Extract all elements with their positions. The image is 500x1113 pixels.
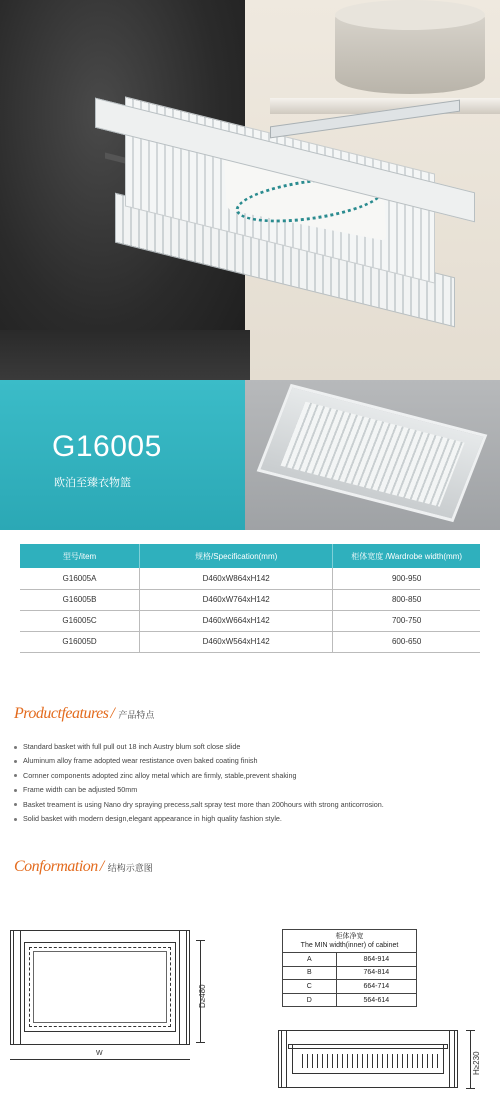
title-panel [0, 380, 245, 530]
side-wall-left [281, 1030, 287, 1088]
side-rail [288, 1044, 448, 1049]
cell-item: G16005C [20, 610, 140, 631]
brand-tag [105, 153, 125, 164]
features-list [14, 740, 494, 826]
bullet-icon [14, 803, 17, 806]
bullet-icon [14, 818, 17, 821]
list-item [14, 812, 494, 826]
feature-text: Standard basket with full pull out 18 inch Austry blum soft close slide [23, 742, 241, 751]
width-dimension-line [10, 1059, 190, 1060]
table-row [283, 980, 417, 994]
basket-inner-outline [33, 951, 167, 1023]
width-label: W [96, 1050, 103, 1057]
side-view-drawing [278, 1030, 458, 1088]
list-item [14, 740, 494, 754]
list-item [14, 798, 494, 812]
features-heading: Productfeatures / 产品特点 [14, 705, 155, 722]
min-table-caption-en: The MIN width(inner) of cabinet [300, 942, 399, 949]
conformation-title: Conformation [14, 858, 98, 875]
min-cell-item: B [283, 966, 337, 980]
min-cell-width: 764-814 [336, 966, 416, 980]
depth-tick-bottom [196, 1042, 205, 1043]
min-cell-width: 864-914 [336, 953, 416, 967]
min-table-caption-row [283, 930, 417, 953]
min-cell-item: C [283, 980, 337, 994]
table-row [283, 953, 417, 967]
table-row [20, 568, 480, 589]
side-cabinet-top [278, 1030, 458, 1035]
min-table-caption [283, 930, 417, 953]
list-item [14, 783, 494, 797]
cell-spec: D460xW664xH142 [140, 610, 333, 631]
min-cell-item: D [283, 993, 337, 1007]
conformation-title-cn: 结构示意图 [107, 863, 153, 873]
min-table-caption-cn: 柜体净宽 [335, 933, 364, 940]
basket-illustration [95, 105, 475, 315]
floor [0, 330, 250, 380]
col-header-spec: 规格/Specification(mm) [140, 544, 333, 568]
spec-header-row [20, 544, 480, 568]
cell-width: 800-850 [333, 589, 480, 610]
col-header-wardrobe: 柜体宽度 /Wardrobe width(mm) [333, 544, 480, 568]
cabinet-wall-left [13, 930, 21, 1045]
table-row [20, 631, 480, 652]
title-band [0, 380, 500, 530]
cell-item: G16005B [20, 589, 140, 610]
feature-text: Basket treament is using Nano dry spraying precess,salt spray test more than 200hours with strong anticorrosion. [23, 799, 384, 809]
table-row [283, 966, 417, 980]
cell-width: 900-950 [333, 568, 480, 589]
side-basket-slats [298, 1054, 438, 1068]
cell-item: G16005D [20, 631, 140, 652]
feature-text: Solid basket with modern design,elegant appearance in high quality fashion style. [23, 813, 282, 823]
hat-box-lid [335, 0, 485, 30]
depth-tick-top [196, 940, 205, 941]
bullet-icon [14, 760, 17, 763]
min-width-table [282, 929, 417, 1007]
cell-width: 700-750 [333, 610, 480, 631]
features-title-cn: 产品特点 [118, 710, 155, 720]
tray-illustration [257, 384, 488, 522]
tray-inner [280, 402, 464, 507]
bullet-icon [14, 789, 17, 792]
hero-product-photo [0, 0, 500, 380]
bullet-icon [14, 746, 17, 749]
feature-text: Aluminum alloy frame adopted wear restistance oven baked coating finish [23, 756, 258, 766]
height-label: H≥230 [472, 1051, 481, 1075]
side-wall-right [449, 1030, 455, 1088]
depth-label: D≥480 [198, 984, 207, 1008]
cell-width: 600-650 [333, 631, 480, 652]
height-tick-bottom [466, 1088, 475, 1089]
slide-rail [270, 100, 460, 139]
features-title: Productfeatures [14, 705, 109, 722]
height-tick-top [466, 1030, 475, 1031]
product-subtitle: 欧泊至臻衣物篮 [54, 477, 131, 489]
min-cell-width: 664-714 [336, 980, 416, 994]
min-cell-item: A [283, 953, 337, 967]
plan-view-drawing [10, 930, 190, 1070]
bullet-icon [14, 774, 17, 777]
feature-text: Cornner components adopted zinc alloy metal which are firmly, stable,prevent shaking [23, 770, 297, 780]
secondary-product-photo [245, 380, 500, 530]
model-number: G16005 [52, 430, 162, 463]
table-row [20, 589, 480, 610]
cell-spec: D460xW864xH142 [140, 568, 333, 589]
spec-table [20, 544, 480, 653]
col-header-item: 型号/item [20, 544, 140, 568]
table-row [283, 993, 417, 1007]
cell-item: G16005A [20, 568, 140, 589]
conformation-heading: Conformation / 结构示意图 [14, 858, 153, 875]
list-item [14, 769, 494, 783]
cell-spec: D460xW564xH142 [140, 631, 333, 652]
feature-text: Frame width can be adjusted 50mm [23, 785, 138, 795]
height-dimension-line [470, 1030, 471, 1088]
table-row [20, 610, 480, 631]
min-cell-width: 564-614 [336, 993, 416, 1007]
list-item [14, 754, 494, 768]
cell-spec: D460xW764xH142 [140, 589, 333, 610]
cabinet-wall-right [179, 930, 187, 1045]
